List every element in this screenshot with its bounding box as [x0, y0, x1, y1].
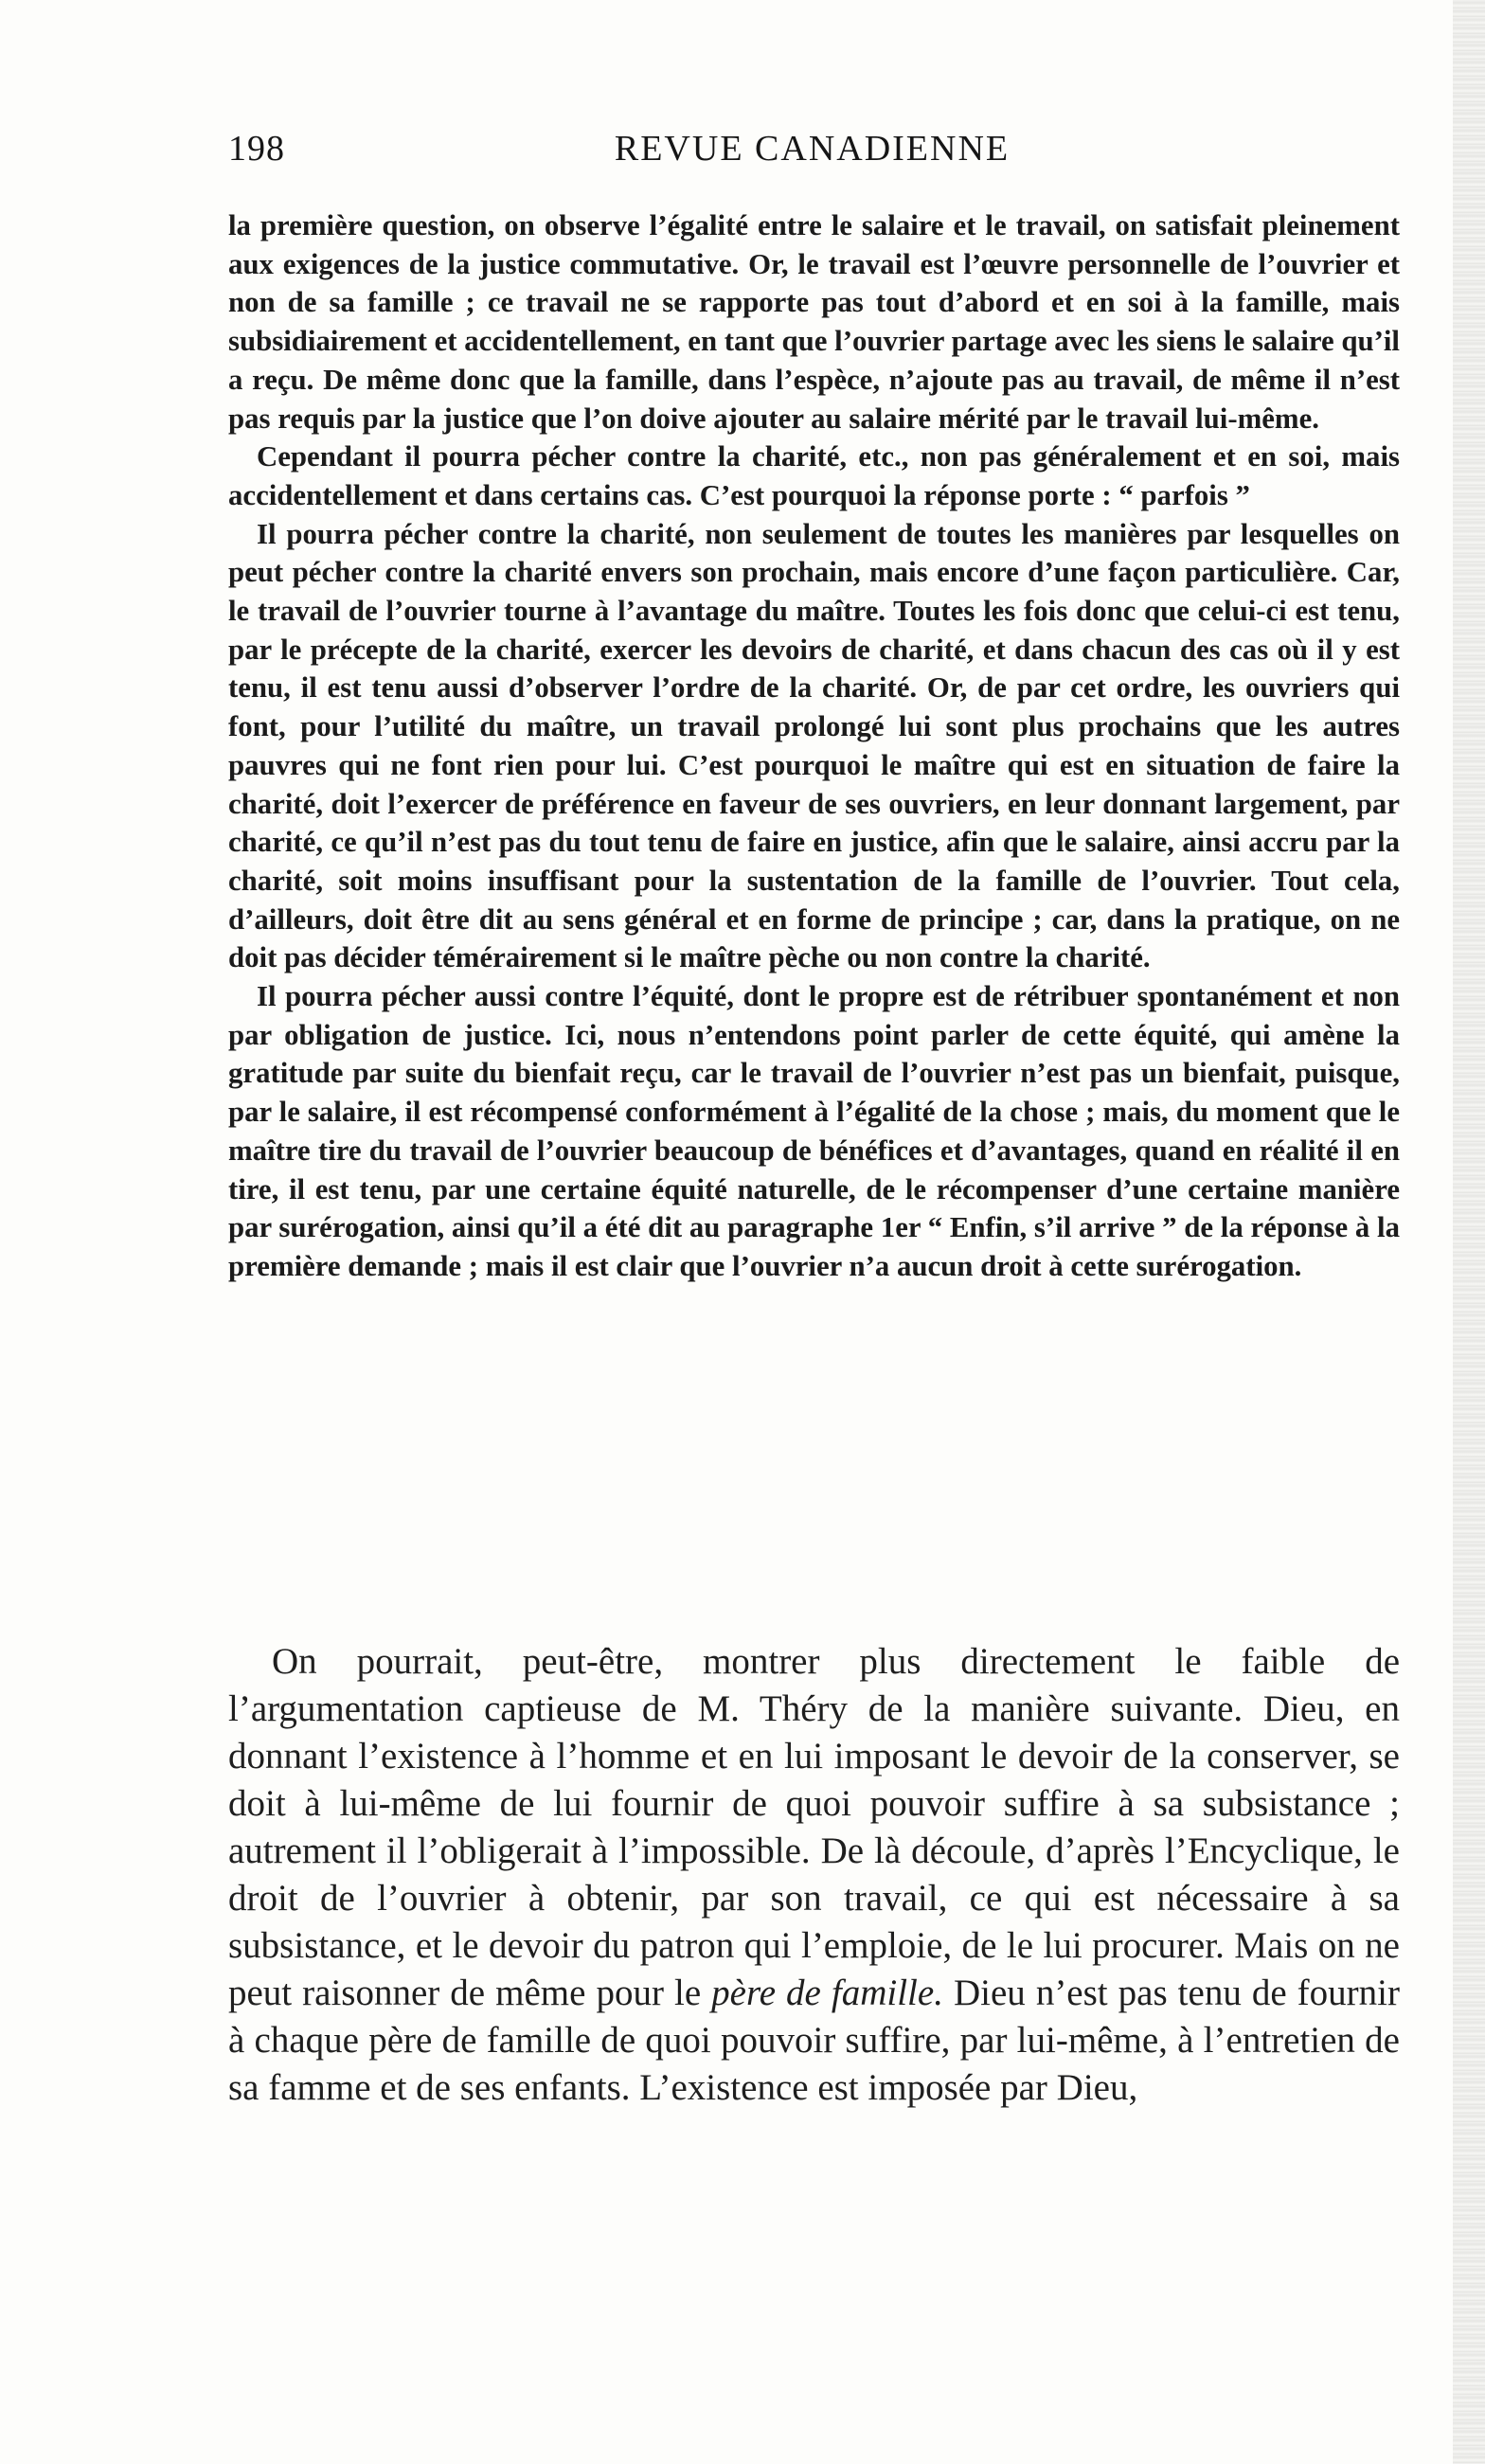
page-number: 198	[228, 129, 285, 169]
page-header	[228, 128, 1396, 175]
body-text-part-1: On pourrait, peut-être, montrer plus directement le faible de l’argumentation captieuse de M. Théry de la manière suivante. Dieu, en donnant l’existence à l’homme et en lui imposant le devoir de la conserver, se doit à lui-même de lui fournir de quoi pouvoir suffire à sa subsistance ; autrement il l’obligerait à l’impossible. De là découle, d’après l’Encyclique, le droit de l’ouvrier à obtenir, par son travail, ce qui est nécessaire à sa subsistance, et le devoir du patron qui l’emploie, de le lui procurer. Mais on ne peut raisonner de même pour le	[228, 1641, 1400, 2013]
body-text-block	[228, 1638, 1400, 2112]
quoted-text-block	[228, 206, 1400, 1286]
quote-paragraph-1: la première question, on observe l’égalité entre le salaire et le travail, on satisfait pleinement aux exigences de la justice commutative. Or, le travail est l’œuvre personnelle de l’ouvrier et non de sa famille ; ce travail ne se rapporte pas tout d’abord et en soi à la famille, mais subsidiairement et accidentellement, en tant que l’ouvrier partage avec les siens le salaire qu’il a reçu. De même donc que la famille, dans l’espèce, n’ajoute pas au travail, de même il n’est pas requis par la justice que l’on doive ajouter au salaire mérité par le travail lui-même.	[228, 209, 1400, 435]
quote-paragraph-4: Il pourra pécher aussi contre l’équité, dont le propre est de rétribuer spontanément et non par obligation de justice. Ici, nous n’entendons point parler de cette équité, qui amène la gratitude par suite du bienfait reçu, car le travail de l’ouvrier n’est pas un bienfait, puisque, par le salaire, il est récompensé conformément à l’égalité de la chose ; mais, du moment que le maître tire du travail de l’ouvrier beaucoup de bénéfices et d’avantages, quand en réalité il en tire, il est tenu, par une certaine équité naturelle, de le récompenser d’une certaine manière par surérogation, ainsi qu’il a été dit au paragraphe 1er “ Enfin, s’il arrive ” de la réponse à la première demande ; mais il est clair que l’ouvrier n’a aucun droit à cette surérogation.	[228, 980, 1400, 1282]
quote-paragraph-2: Cependant il pourra pécher contre la charité, etc., non pas généralement et en soi, mais accidentellement et dans certains cas. C’est pourquoi la réponse porte : “ parfois ”	[228, 440, 1400, 511]
body-italic-phrase: père de famille.	[711, 1973, 943, 2013]
body-paragraph	[228, 1638, 1400, 2112]
running-title: REVUE CANADIENNE	[614, 129, 1011, 169]
body-text-part-2: Dieu n’est pas tenu de fournir à chaque père de famille de quoi pouvoir suffire, par lui-même, à l’entretien de sa famme et de ses enfants. L’existence est imposée par Dieu,	[228, 1973, 1400, 2108]
quote-paragraph-3: Il pourra pécher contre la charité, non seulement de toutes les manières par lesquelles on peut pécher contre la charité envers son prochain, mais encore d’une façon particulière. Car, le travail de l’ouvrier tourne à l’avantage du maître. Toutes les fois donc que celui-ci est tenu, par le précepte de la charité, exercer les devoirs de charité, et dans chacun des cas où il y est tenu, il est tenu aussi d’observer l’ordre de la charité. Or, de par cet ordre, les ouvriers qui font, pour l’utilité du maître, un travail prolongé lui sont plus prochains que les autres pauvres qui ne font rien pour lui. C’est pourquoi le maître qui est en situation de faire la charité, doit l’exercer de préférence en faveur de ses ouvriers, en leur donnant largement, par charité, ce qu’il n’est pas du tout tenu de faire en justice, afin que le salaire, ainsi accru par la charité, soit moins insuffisant pour la sustentation de la famille de l’ouvrier. Tout cela, d’ailleurs, doit être dit au sens général et en forme de principe ; car, dans la pratique, on ne doit pas décider témérairement si le maître pèche ou non contre la charité.	[228, 517, 1400, 974]
page-edge-shadow	[1453, 0, 1485, 2464]
